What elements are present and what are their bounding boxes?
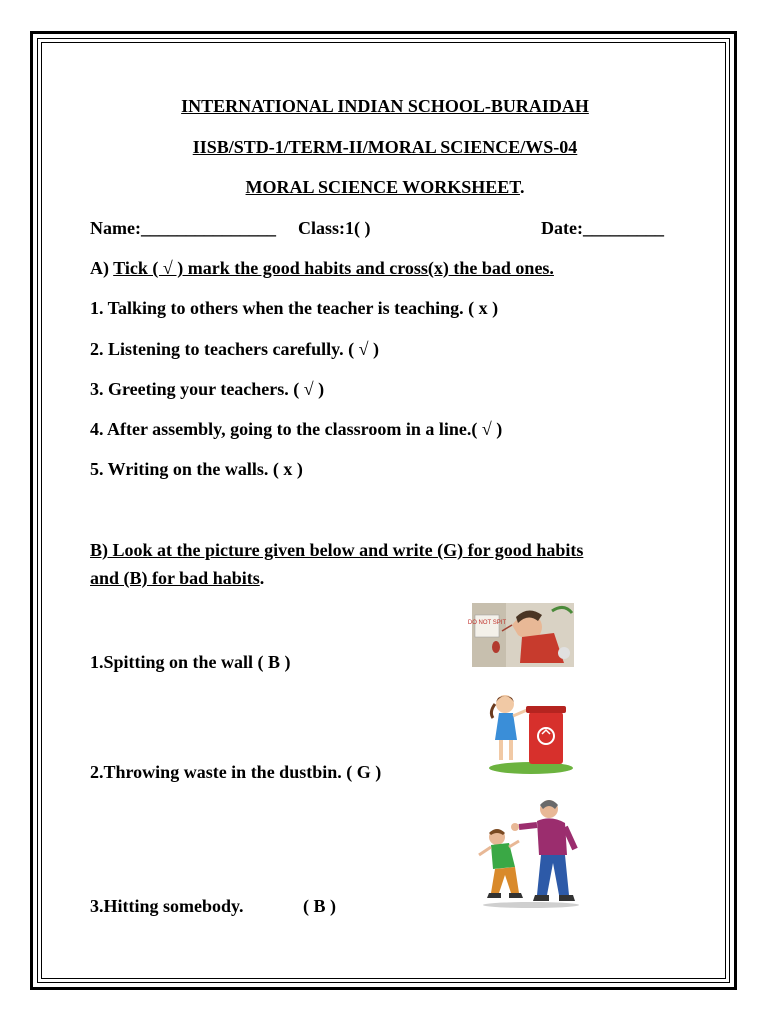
section-a-item-5: 5. Writing on the walls. ( x ) [90,459,303,479]
section-b-instruction-line2: and (B) for bad habits. [90,568,265,588]
no-spit-sign: DO NOT SPIT [467,620,507,626]
section-b-item-3: 3.Hitting somebody. [90,896,244,916]
class-field: Class:1( ) [298,218,371,238]
section-a-item-2: 2. Listening to teachers carefully. ( √ ) [90,339,380,359]
name-field: Name:_______________ [90,218,276,238]
section-a-item-4: 4. After assembly, going to the classroom in a line.( √ ) [90,419,503,439]
section-b-item-3-answer: ( B ) [303,896,336,916]
worksheet-code: IISB/STD-1/TERM-II/MORAL SCIENCE/WS-04 [192,137,578,157]
section-b-item-1: 1.Spitting on the wall ( B ) [90,652,291,672]
section-b-item-2: 2.Throwing waste in the dustbin. ( G ) [90,762,382,782]
section-a-item-3: 3. Greeting your teachers. ( √ ) [90,379,325,399]
section-a-item-1: 1. Talking to others when the teacher is teaching. ( x ) [90,298,499,318]
dustbin-picture [487,690,575,775]
section-a-instruction: A) Tick ( √ ) mark the good habits and cross(x) the bad ones. [90,258,554,278]
spitting-picture [467,603,574,667]
school-name: INTERNATIONAL INDIAN SCHOOL-BURAIDAH [181,96,589,116]
date-field: Date:_________ [541,218,664,238]
hitting-picture [475,797,583,909]
section-b-instruction-line1: B) Look at the picture given below and write (G) for good habits [90,540,584,560]
worksheet-title: MORAL SCIENCE WORKSHEET. [245,177,525,197]
